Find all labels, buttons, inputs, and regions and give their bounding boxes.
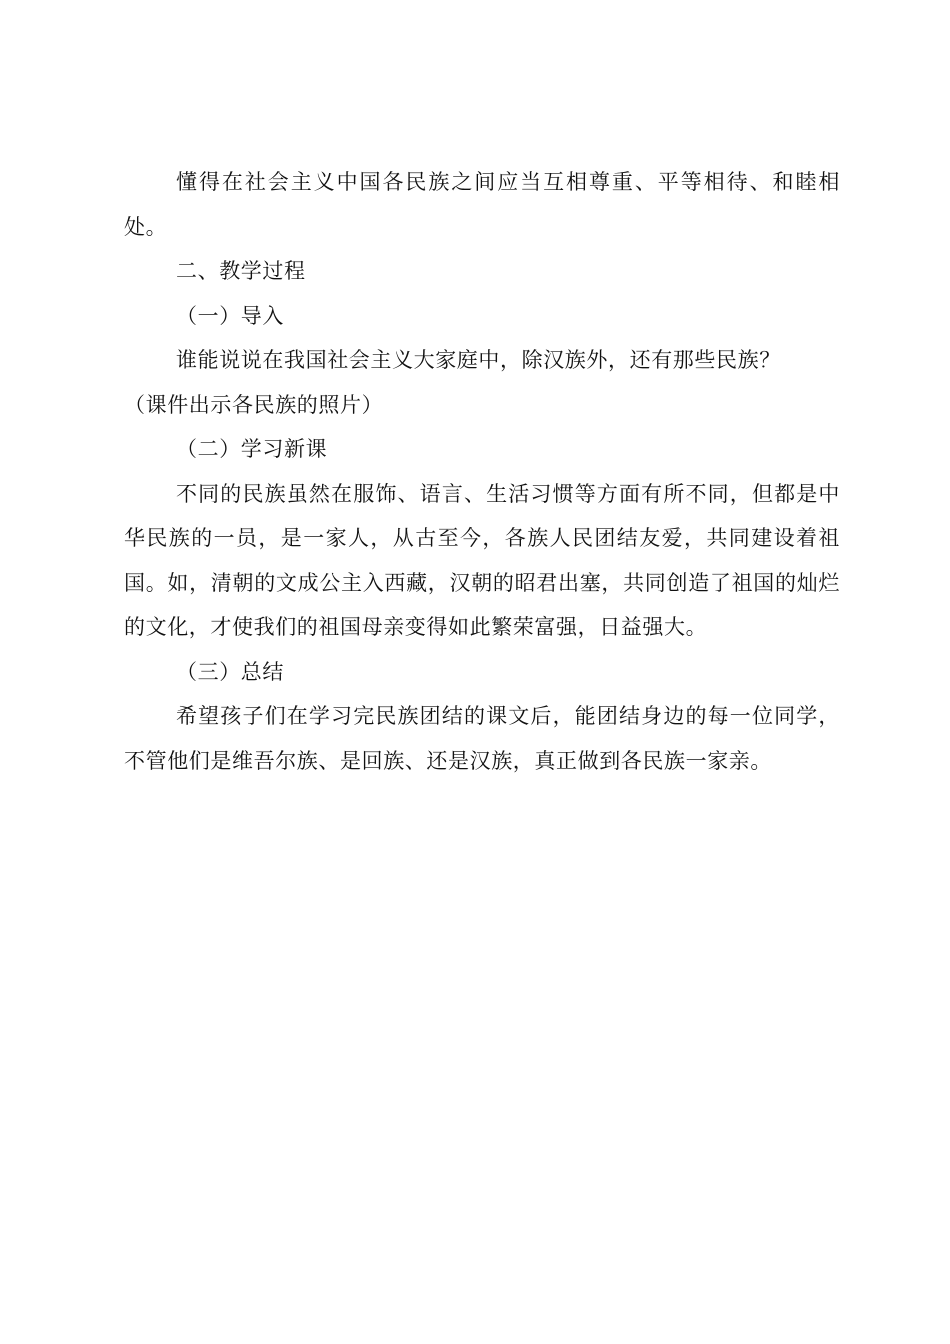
document-body (124, 160, 840, 783)
paragraph-summary: 希望孩子们在学习完民族团结的课文后，能团结身边的每一位同学，不管他们是维吾尔族、是回族、还是汉族，真正做到各民族一家亲。 (124, 704, 840, 773)
paragraph-new-lesson: 不同的民族虽然在服饰、语言、生活习惯等方面有所不同，但都是中华民族的一员，是一家人，从古至今，各族人民团结友爱，共同建设着祖国。如，清朝的文成公主入西藏，汉朝的昭君出塞，共同创造了祖国的灿烂的文化，才使我们的祖国母亲变得如此繁荣富强，日益强大。 (124, 481, 840, 639)
section-heading-teaching-process: 二、教学过程 (176, 259, 306, 283)
subsection-heading-introduction: （一）导入 (176, 303, 284, 328)
subsection-heading-summary: （三）总结 (176, 659, 284, 684)
paragraph-objective: 懂得在社会主义中国各民族之间应当互相尊重、平等相待、和睦相处。 (124, 170, 840, 239)
paragraph-courseware-note: （课件出示各民族的照片） (124, 392, 384, 417)
subsection-heading-new-lesson: （二）学习新课 (176, 437, 328, 461)
paragraph-question: 谁能说说在我国社会主义大家庭中，除汉族外，还有那些民族？ (176, 348, 781, 372)
